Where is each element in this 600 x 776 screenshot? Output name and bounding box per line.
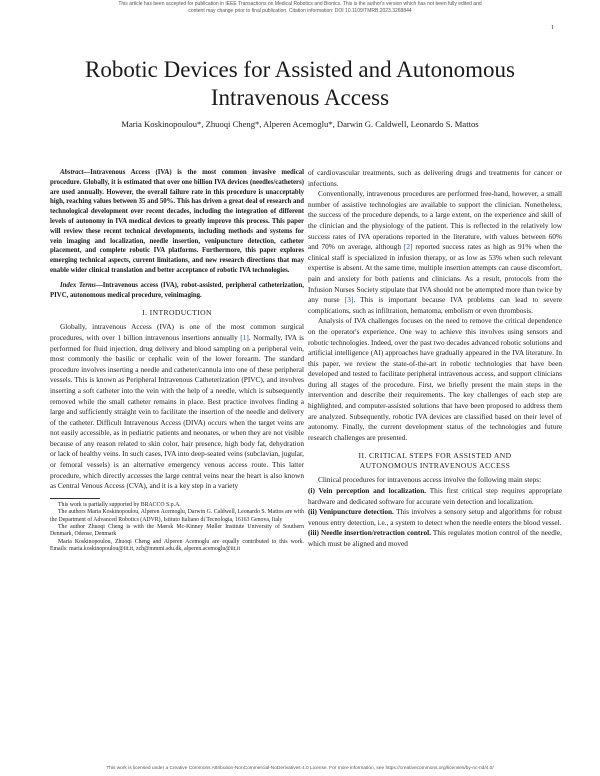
- publication-banner: [40, 1, 560, 15]
- index-terms: [50, 281, 304, 301]
- index-terms-label: Index Terms: [60, 281, 96, 289]
- conventional-text-3: . This is important because IVA problems can lead to severe complications, such as infiltration, hematoma, embolism or even thrombosis.: [308, 295, 562, 315]
- title-line-1: Robotic Devices for Assisted and Autonomous: [85, 57, 515, 82]
- page-number: 1: [551, 25, 554, 31]
- step-needle-insertion: [308, 528, 562, 549]
- title-line-2: Intravenous Access: [210, 85, 390, 110]
- intro-text-1: Globally, intravenous Access (IVA) is one of the most common surgical procedures, with over 1 billion intravenous insertions annually: [50, 322, 304, 342]
- paragraph-conventional: [308, 189, 562, 316]
- license-footer: This work is licensed under a Creative Commons Attribution-NonCommercial-NoDerivatives 4.0 License. For more information, see https://creativecommons.org/licenses/by-nc-nd/4.0/: [106, 766, 494, 771]
- index-terms-text: —Intravenous access (IVA), robot-assisted, peripheral catheterization, PIVC, autonomous medical procedure, veinimaging.: [50, 281, 305, 299]
- abstract-label: Abstract: [60, 169, 84, 176]
- right-column: [308, 168, 562, 550]
- conventional-text-1: Conventionally, intravenous procedures are performed free-hand, however, a small number of assistive technologies are available to support the clinician. Nonetheless, the success of the procedure depends, to a large extent, on the experience and skill of the clinician and the physiology of the patient. This is reflected in the relatively low success rates of IVA operations reported in the literature, with values between 60% and 70% on average, although: [308, 189, 562, 252]
- step-label: (i) Vein perception and localization.: [308, 486, 427, 496]
- footnote-equal-contribution: Maria Koskinopoulou, Zhuoqi Cheng and Alperen Acemoglu are equally contributed to this work. Emails: maria.koskinopoulou@iit.it, zch@mmmi.sdu.dk, alperen.acemoglu@iit.it: [50, 538, 304, 553]
- paragraph-steps-intro: Clinical procedures for intravenous access involve the following main steps:: [318, 475, 542, 485]
- step-venipuncture-detection: [308, 507, 562, 528]
- footnote-affiliation-iit: The authors Maria Koskinopoulou, Alperen Acemoglu, Darwin G. Caldwell, Leonardo S. Mattos are with the Department of Advanced Robotics (ADVR), Istituto Italiano di Tecnologia, 16163 Genova, Italy: [50, 509, 304, 523]
- continued-paragraph: of cardiovascular treatments, such as delivering drugs and treatments for cancer or infections.: [308, 168, 562, 188]
- conventional-text-2: reported success rates as high as 91% when the clinical staff is specialized in infusion therapy, or as low as 53% when such relevant expertise is absent. At the same time, multiple insertion attempts can cause discomfort, pain and anxiety for both patients and clinicians. As a result, protocols from the Infusion Nurses Society stipulate that IVA should not be attempted more than twice by any nurse: [308, 242, 562, 305]
- step-text: This regulates motion control of the needle, which must be aligned and moved: [308, 528, 562, 548]
- banner-line-1: This article has been accepted for publication in IEEE Transactions on Medical Robotics and Bionics. This is the author's version which has not been fully edited and: [118, 1, 482, 7]
- step-text: This involves a sensory setup and algorithms for robust venous entry detection, i.e., a system to detect when the needle enters the blood vessel.: [308, 507, 563, 527]
- section-heading-introduction: I. INTRODUCTION: [142, 308, 212, 318]
- citation-link[interactable]: [2]: [403, 242, 413, 252]
- intro-text-2: . Normally, IVA is performed for fluid injection, drug delivery and blood sampling on a peripheral vein, most commonly the basilic or cephalic vein of the lower forearm. The standard procedure involves inserting a needle and catheter/cannula into one of these peripheral vessels. This is known as Peripheral Intravenous Catheterization (PIVC), and involves inserting a soft catheter into the vein with the help of a needle, which is subsequently removed while the small catheter remains in place. Best practice involves finding a large and sufficiently straight vein to facilitate the insertion of the needle and delivery of the catheter. Difficult Intravenous Access (DIVA) occurs when the target veins are not easily accessible, as in pediatric patients and neonates, or when they are not visible because of any reason related to skin color, hair presence, high body fat, dehydration or lack of healthy veins. In such cases, IVA into deep-seated veins (subclavian, jugular, or femoral vessels) is an alternative emergency venous access route. This latter procedure, which directly accesses the large central veins near the heart is also known as Central Venous Access (CVA), and it is a key step in a variety: [50, 332, 304, 491]
- heading-line-2: AUTONOMOUS INTRAVENOUS ACCESS: [359, 461, 511, 471]
- citation-link[interactable]: [3]: [344, 295, 354, 305]
- heading-line-1: II. CRITICAL STEPS FOR ASSISTED AND: [358, 451, 512, 461]
- step-label: (ii) Venipuncture detection.: [308, 507, 394, 517]
- paper-title: [0, 56, 600, 112]
- footnote-funding: This work is partially supported by BRACCO S.p.A.: [58, 501, 181, 508]
- step-label: (iii) Needle insertion/retraction control.: [308, 528, 431, 538]
- left-column: [50, 168, 304, 554]
- citation-link[interactable]: [1]: [240, 332, 249, 342]
- abstract-text: —Intravenous Access (IVA) is the most common invasive medical procedure. Globally, it is estimated that over one billion IVA devices (needles/catheters) are used annually. However, the overall failure rate in this procedure is unacceptably high, reaching values between 35 and 50%. This has driven a great deal of research and technological development over recent decades, including the integration of different levels of autonomy in IVA medical devices to greatly improve this process. This paper will review these recent technical developments, including methods and systems for vein imaging and localization, needle insertion, venipuncture detection, catheter placement, and complete robotic IVA platforms. Furthermore, this paper explores emerging technical aspects, current limitations, and new research directions that may enable wider clinical translation and better acceptance of robotic IVA technologies.: [50, 169, 304, 274]
- step-vein-perception: [308, 486, 562, 507]
- banner-line-2: content may change prior to final publication. Citation information: DOI 10.1109/TMRB.2023.3268844: [188, 8, 412, 14]
- step-text: This first critical step requires appropriate hardware and dedicated software for accurate vein detection and localization.: [308, 486, 562, 506]
- footnote-affiliation-sdu: The author Zhuoqi Cheng is with the Mærsk Mc-Kinney Møller Institute University of Southern Denmark, Odense, Denmark: [50, 524, 304, 538]
- abstract: [50, 168, 304, 276]
- footnote-divider: [50, 498, 100, 499]
- intro-paragraph: [50, 322, 304, 492]
- section-heading-critical-steps: [308, 451, 562, 471]
- paragraph-analysis: Analysis of IVA challenges focuses on the need to remove the critical dependence on the operator's experience. One way to achieve this involves using sensors and robotic technologies. Indeed, over the past two decades advanced robotic solutions and artificial intelligence (AI) approaches have gradually appeared in the IVA literature. In this paper, we review the state-of-the-art in robotic technologies that have been developed and tested to facilitate peripheral intravenous access, and support clinicians during all stages of the procedure. First, we briefly present the main steps in the intervention and describe their requirements. The key challenges of each step are highlighted, and computer-assisted solutions that have been proposed to address them are analyzed. Subsequently, robotic IVA devices are classified based on their level of autonomy. Finally, the current development status of the technologies and future research challenges are presented.: [308, 316, 562, 442]
- author-list: Maria Koskinopoulou*, Zhuoqi Cheng*, Alperen Acemoglu*, Darwin G. Caldwell, Leonardo S. Mattos: [121, 119, 479, 129]
